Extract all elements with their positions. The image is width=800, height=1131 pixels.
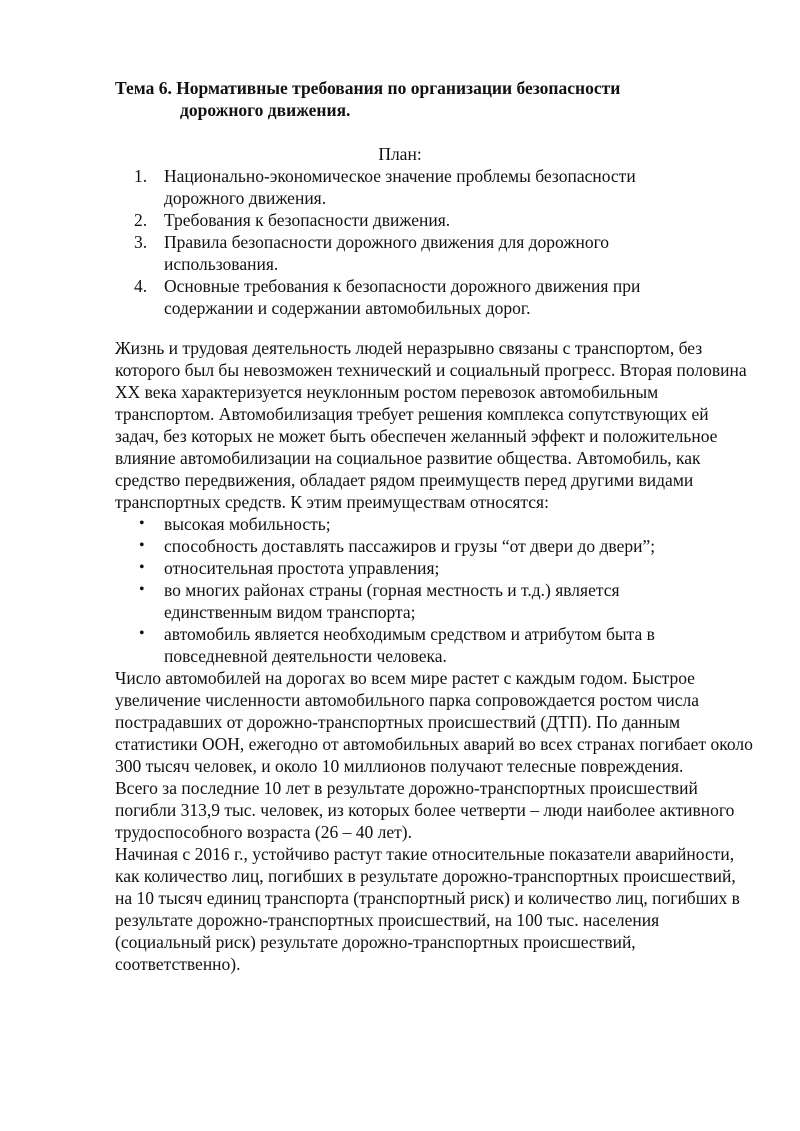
- casualties-paragraph: Всего за последние 10 лет в результате дорожно-транспортных происшествий погибли 313,9 тыс. человек, из которых более четверти – люди наиболее активного трудоспособного возраста (26 – 40 лет).: [115, 778, 735, 842]
- advantage-text: во многих районах страны (горная местность и т.д.) является единственным видом транспорта;: [164, 580, 620, 622]
- advantage-item: [115, 579, 724, 623]
- plan-item-text: Национально-экономическое значение проблемы безопасности дорожного движения.: [164, 166, 636, 208]
- bullet-icon: •: [139, 625, 145, 642]
- bullet-icon: •: [139, 559, 145, 576]
- title-line-2: дорожного движения.: [180, 100, 351, 120]
- advantage-text: автомобиль является необходимым средством и атрибутом быта в повседневной деятельности человека.: [164, 624, 655, 666]
- advantage-item: [115, 535, 724, 557]
- plan-item: [134, 275, 694, 319]
- risk-indicators-paragraph: Начиная с 2016 г., устойчиво растут такие относительные показатели аварийности, как количество лиц, погибших в результате дорожно-транспортных происшествий, на 10 тысяч единиц транспорта (транспортный риск) и количество лиц, погибших в результате дорожно-транспортных происшествий, на 100 тыс. населения (социальный риск) результате дорожно-транспортных происшествий, соответственно).: [115, 844, 740, 974]
- plan-item: [134, 165, 694, 209]
- advantage-text: относительная простота управления;: [164, 558, 440, 578]
- advantage-item: [115, 557, 724, 579]
- plan-item-number: 2.: [134, 210, 148, 230]
- advantage-text: способность доставлять пассажиров и грузы “от двери до двери”;: [164, 536, 656, 556]
- plan-item-text: Правила безопасности дорожного движения для дорожного использования.: [164, 232, 610, 274]
- advantages-list: [115, 513, 755, 667]
- bullet-icon: •: [139, 537, 145, 554]
- advantage-item: [115, 623, 724, 667]
- plan-item: [134, 209, 694, 231]
- bullet-icon: •: [139, 515, 145, 532]
- statistics-paragraph: Число автомобилей на дорогах во всем мире растет с каждым годом. Быстрое увеличение численности автомобильного парка сопровождается ростом числа пострадавших от дорожно-транспортных происшествий (ДТП). По данным статистики ООН, ежегодно от автомобильных аварий во всех странах погибает около 300 тысяч человек, и около 10 миллионов получают телесные повреждения.: [115, 668, 753, 776]
- plan-list: [134, 165, 694, 319]
- intro-paragraph: Жизнь и трудовая деятельность людей неразрывно связаны с транспортом, без которого был бы невозможен технический и социальный прогресс. Вторая половина XX века характеризуется неуклонным ростом перевозок автомобильным транспортом. Автомобилизация требует решения комплекса сопутствующих ей задач, без которых не может быть обеспечен желанный эффект и положительное влияние автомобилизации на социальное развитие общества. Автомобиль, как средство передвижения, обладает рядом преимуществ перед другими видами транспортных средств. К этим преимуществам относятся:: [115, 338, 747, 512]
- document-title: [115, 77, 735, 121]
- plan-item-text: Требования к безопасности движения.: [164, 210, 451, 230]
- plan-item-number: 4.: [134, 276, 148, 296]
- advantage-item: [115, 513, 724, 535]
- plan-item-number: 1.: [134, 166, 148, 186]
- plan-item-number: 3.: [134, 232, 148, 252]
- body-text: [115, 337, 755, 975]
- plan-item-text: Основные требования к безопасности дорожного движения при содержании и содержании автомобильных дорог.: [164, 276, 641, 318]
- bullet-icon: •: [139, 581, 145, 598]
- advantage-text: высокая мобильность;: [164, 514, 331, 534]
- plan-heading: План:: [378, 144, 422, 164]
- plan-item: [134, 231, 694, 275]
- title-line-1: Тема 6. Нормативные требования по организации безопасности: [115, 78, 621, 98]
